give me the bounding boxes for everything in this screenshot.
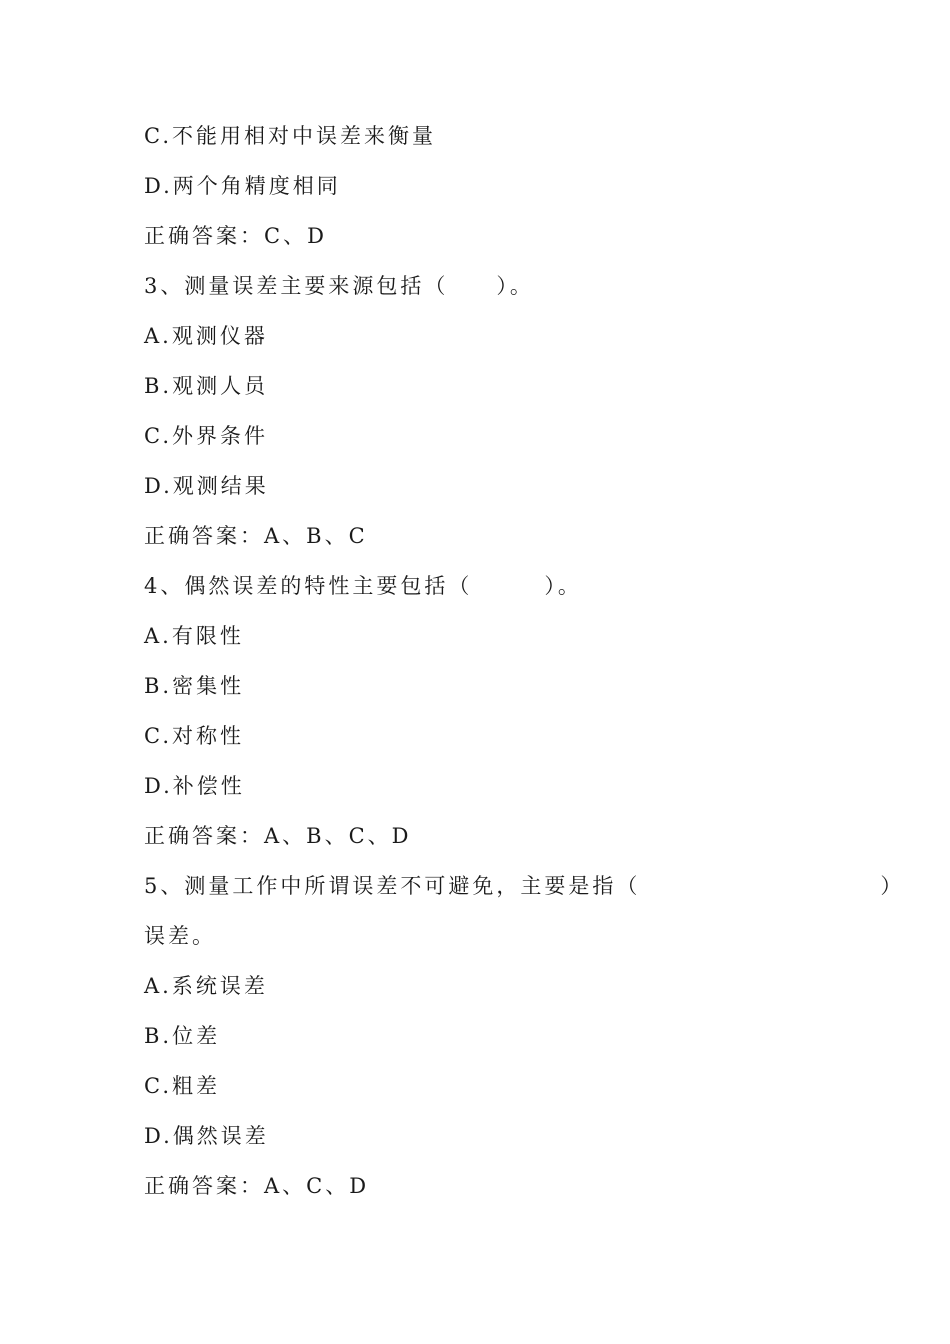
question-3: 3、测量误差主要来源包括（ ）。 xyxy=(144,274,534,298)
option-c-q4: C.对称性 xyxy=(144,724,244,748)
option-d-q4: D.补偿性 xyxy=(144,774,245,798)
option-a-q4: A.有限性 xyxy=(144,624,244,648)
answer-q4: 正确答案：A、B、C、D xyxy=(144,824,412,848)
option-d-q3: D.观测结果 xyxy=(144,474,269,498)
answer-q5: 正确答案：A、C、D xyxy=(144,1174,370,1198)
option-a-q5: A.系统误差 xyxy=(144,974,268,998)
option-c-q5: C.粗差 xyxy=(144,1074,220,1098)
option-a-q3: A.观测仪器 xyxy=(144,324,268,348)
answer-q2: 正确答案：C、D xyxy=(144,224,327,248)
question-5-continuation: 误差。 xyxy=(144,924,216,948)
option-b-q3: B.观测人员 xyxy=(144,374,269,398)
option-d-q5: D.偶然误差 xyxy=(144,1124,269,1148)
question-5: 5、测量工作中所谓误差不可避免，主要是指（ ） xyxy=(144,874,905,898)
option-d-q2: D.两个角精度相同 xyxy=(144,174,341,198)
answer-q3: 正确答案：A、B、C xyxy=(144,524,368,548)
question-4: 4、偶然误差的特性主要包括（ ）。 xyxy=(144,574,582,598)
option-b-q5: B.位差 xyxy=(144,1024,221,1048)
option-c-q3: C.外界条件 xyxy=(144,424,268,448)
option-b-q4: B.密集性 xyxy=(144,674,245,698)
option-c-q2: C.不能用相对中误差来衡量 xyxy=(144,124,436,148)
